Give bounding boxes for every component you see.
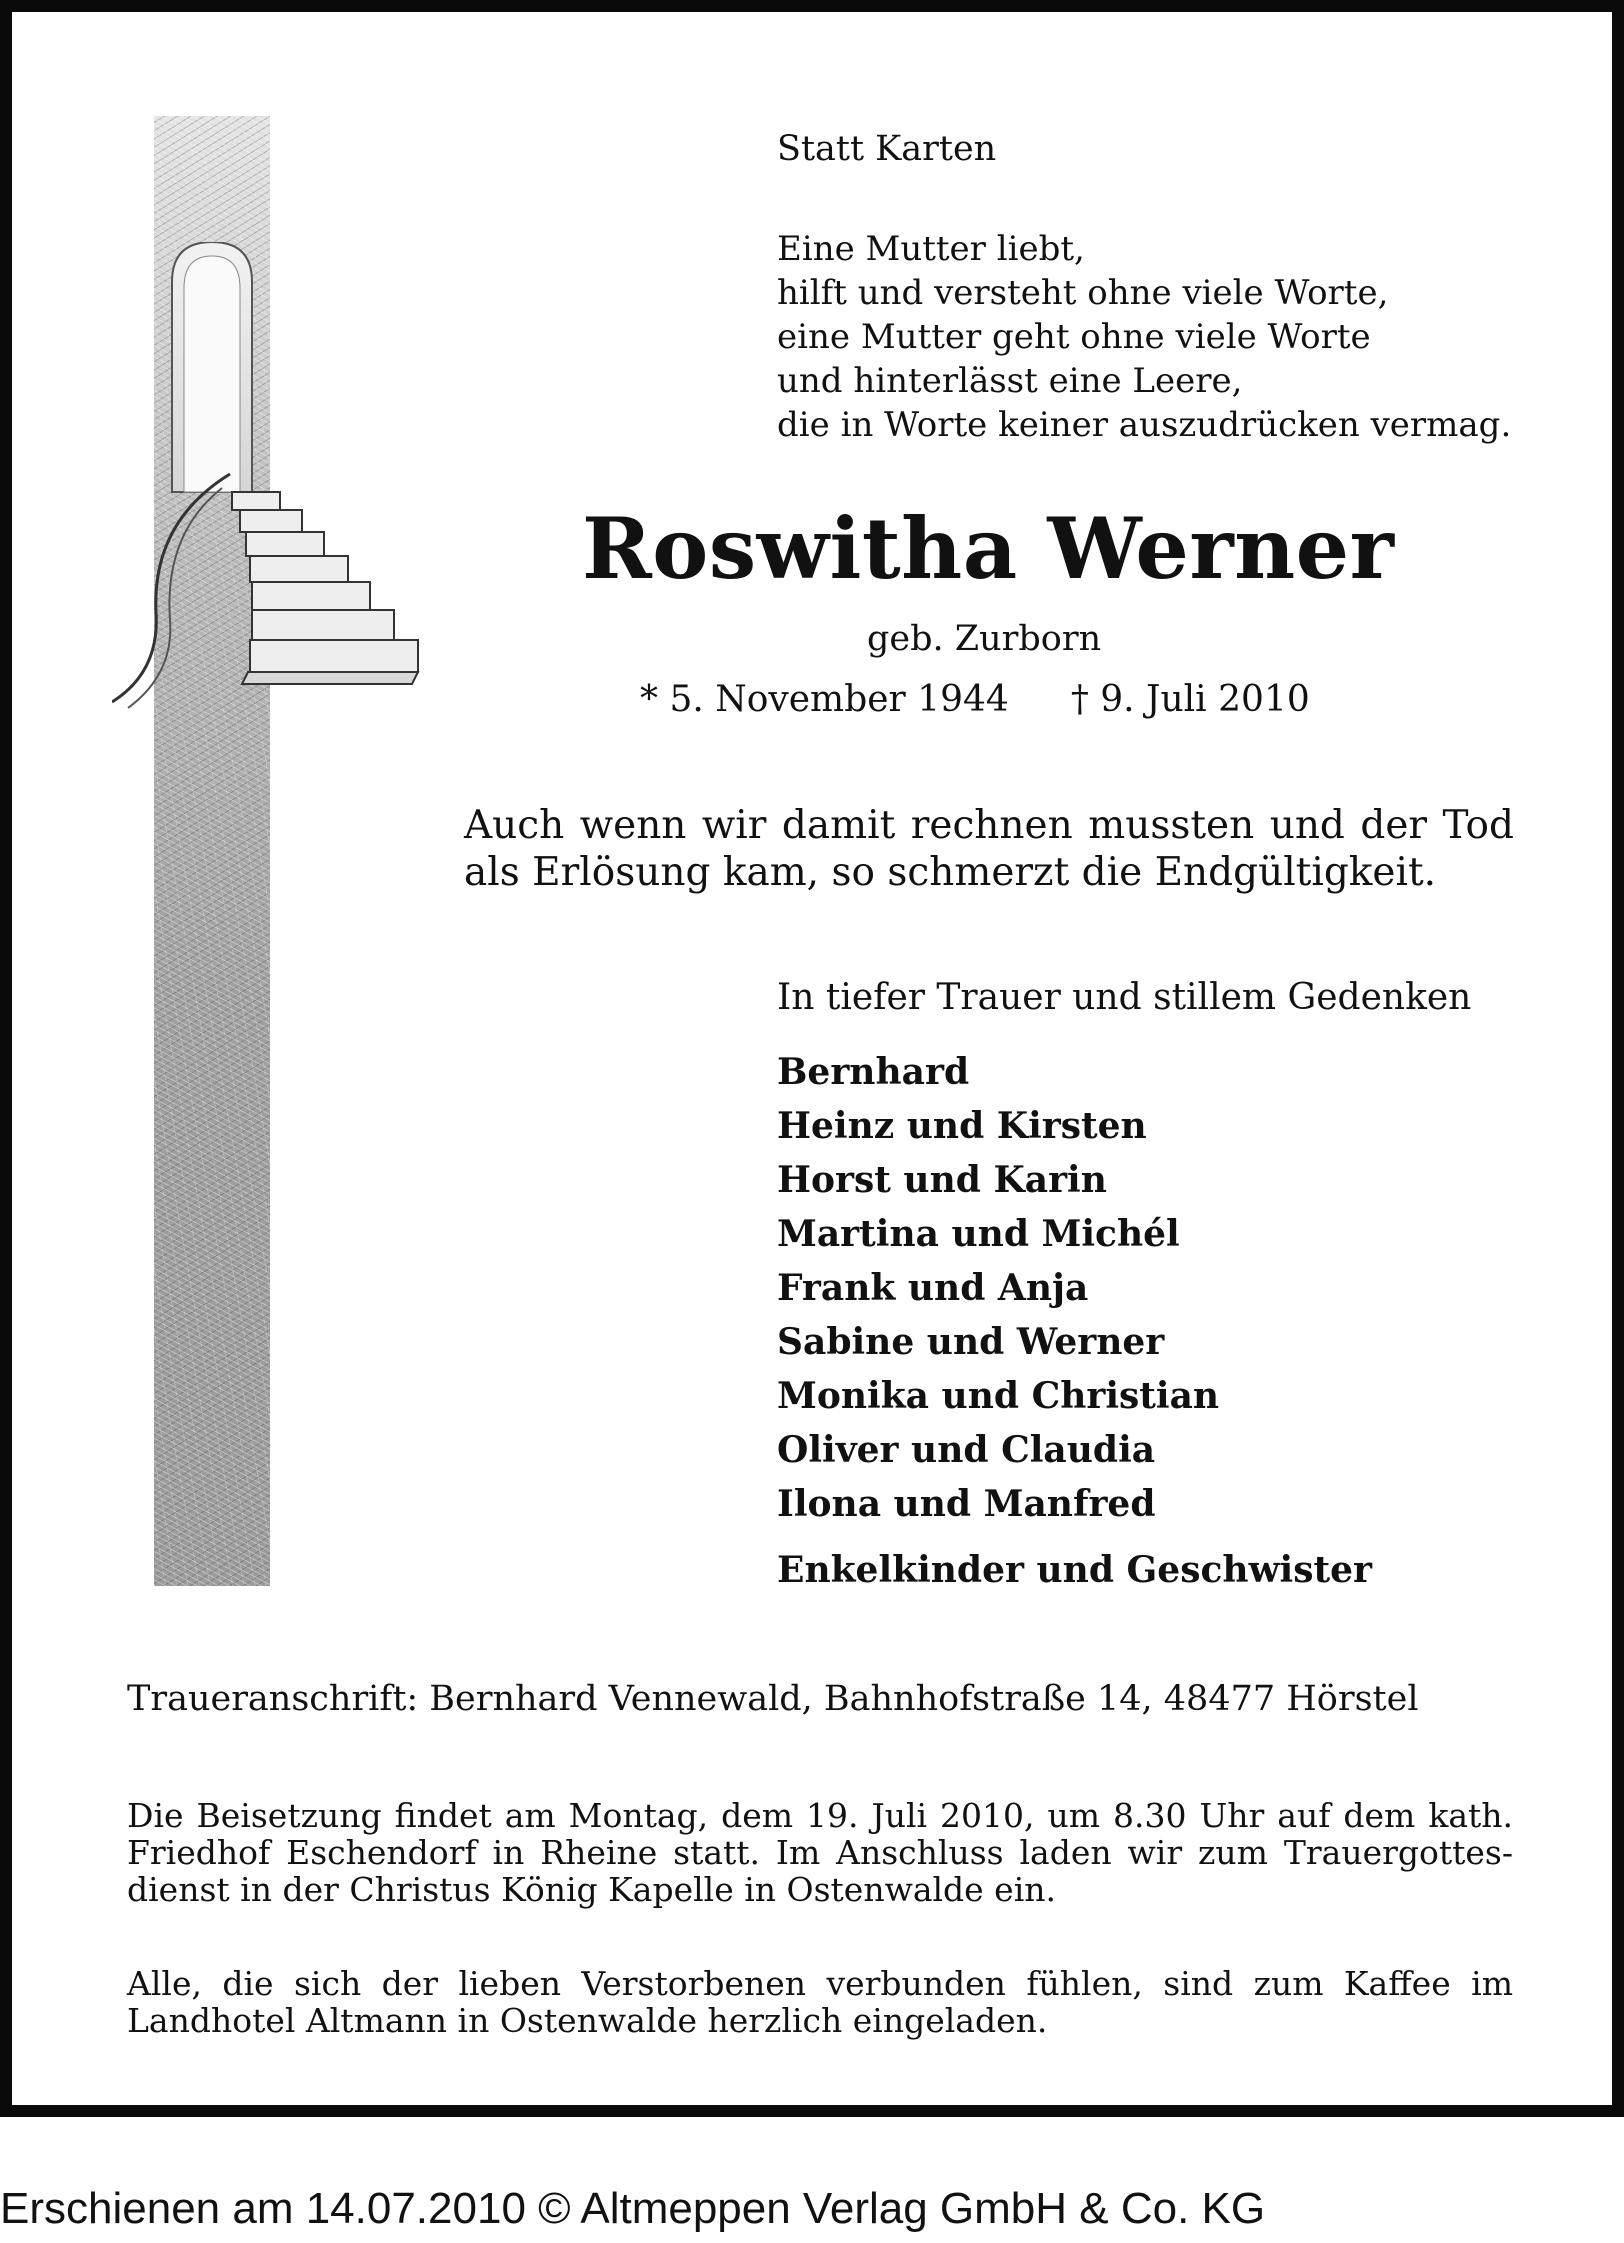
mourner-item: Sabine und Werner xyxy=(777,1321,1165,1363)
mourner-item: Bernhard xyxy=(777,1051,970,1093)
life-dates xyxy=(640,679,1310,720)
statt-karten-heading: Statt Karten xyxy=(777,129,997,169)
mourner-item: Monika und Christian xyxy=(777,1375,1220,1417)
publication-footer: Erschienen am 14.07.2010 © Altmeppen Verlag GmbH & Co. KG xyxy=(0,2184,1266,2233)
burial-notice: Die Beisetzung findet am Montag, dem 19. Juli 2010, um 8.30 Uhr auf dem kath. Friedhof Eschendorf in Rheine statt. Im Anschluss laden wir zum Trauergottes-dienst in der Christus König Kapelle in Ostenwalde ein. xyxy=(127,1796,1513,1909)
death-date: † 9. Juli 2010 xyxy=(1070,679,1310,720)
mourner-item: Heinz und Kirsten xyxy=(777,1105,1147,1147)
coffee-invitation: Alle, die sich der lieben Verstorbenen verbunden fühlen, sind zum Kaffee im Landhotel Altmann in Ostenwalde herzlich eingeladen. xyxy=(127,1964,1513,2040)
birth-date: * 5. November 1944 xyxy=(640,679,1009,720)
poem-line: Eine Mutter liebt, xyxy=(777,229,1085,269)
poem-line: eine Mutter geht ohne viele Worte xyxy=(777,317,1371,357)
mourner-item: Oliver und Claudia xyxy=(777,1429,1156,1471)
quote-paragraph: Auch wenn wir damit rechnen mussten und der Tod als Erlösung kam, so schmerzt die Endgültigkeit. xyxy=(464,803,1514,895)
maiden-name: geb. Zurborn xyxy=(867,619,1102,659)
staircase-illustration xyxy=(112,242,452,712)
poem xyxy=(777,227,1511,447)
poem-line: die in Worte keiner auszudrücken vermag. xyxy=(777,405,1512,445)
poem-line: und hinterlässt eine Leere, xyxy=(777,361,1243,401)
mourners-list xyxy=(777,1045,1219,1531)
poem-line: hilft und versteht ohne viele Worte, xyxy=(777,273,1389,313)
deceased-name: Roswitha Werner xyxy=(582,499,1395,598)
mourning-line: In tiefer Trauer und stillem Gedenken xyxy=(777,977,1472,1018)
mourning-address: Traueranschrift: Bernhard Vennewald, Bahnhofstraße 14, 48477 Hörstel xyxy=(127,1679,1419,1719)
mourner-item: Frank und Anja xyxy=(777,1267,1089,1309)
mourner-item: Ilona und Manfred xyxy=(777,1483,1156,1525)
mourner-item: Martina und Michél xyxy=(777,1213,1180,1255)
mourner-item: Horst und Karin xyxy=(777,1159,1107,1201)
extended-family: Enkelkinder und Geschwister xyxy=(777,1549,1373,1591)
